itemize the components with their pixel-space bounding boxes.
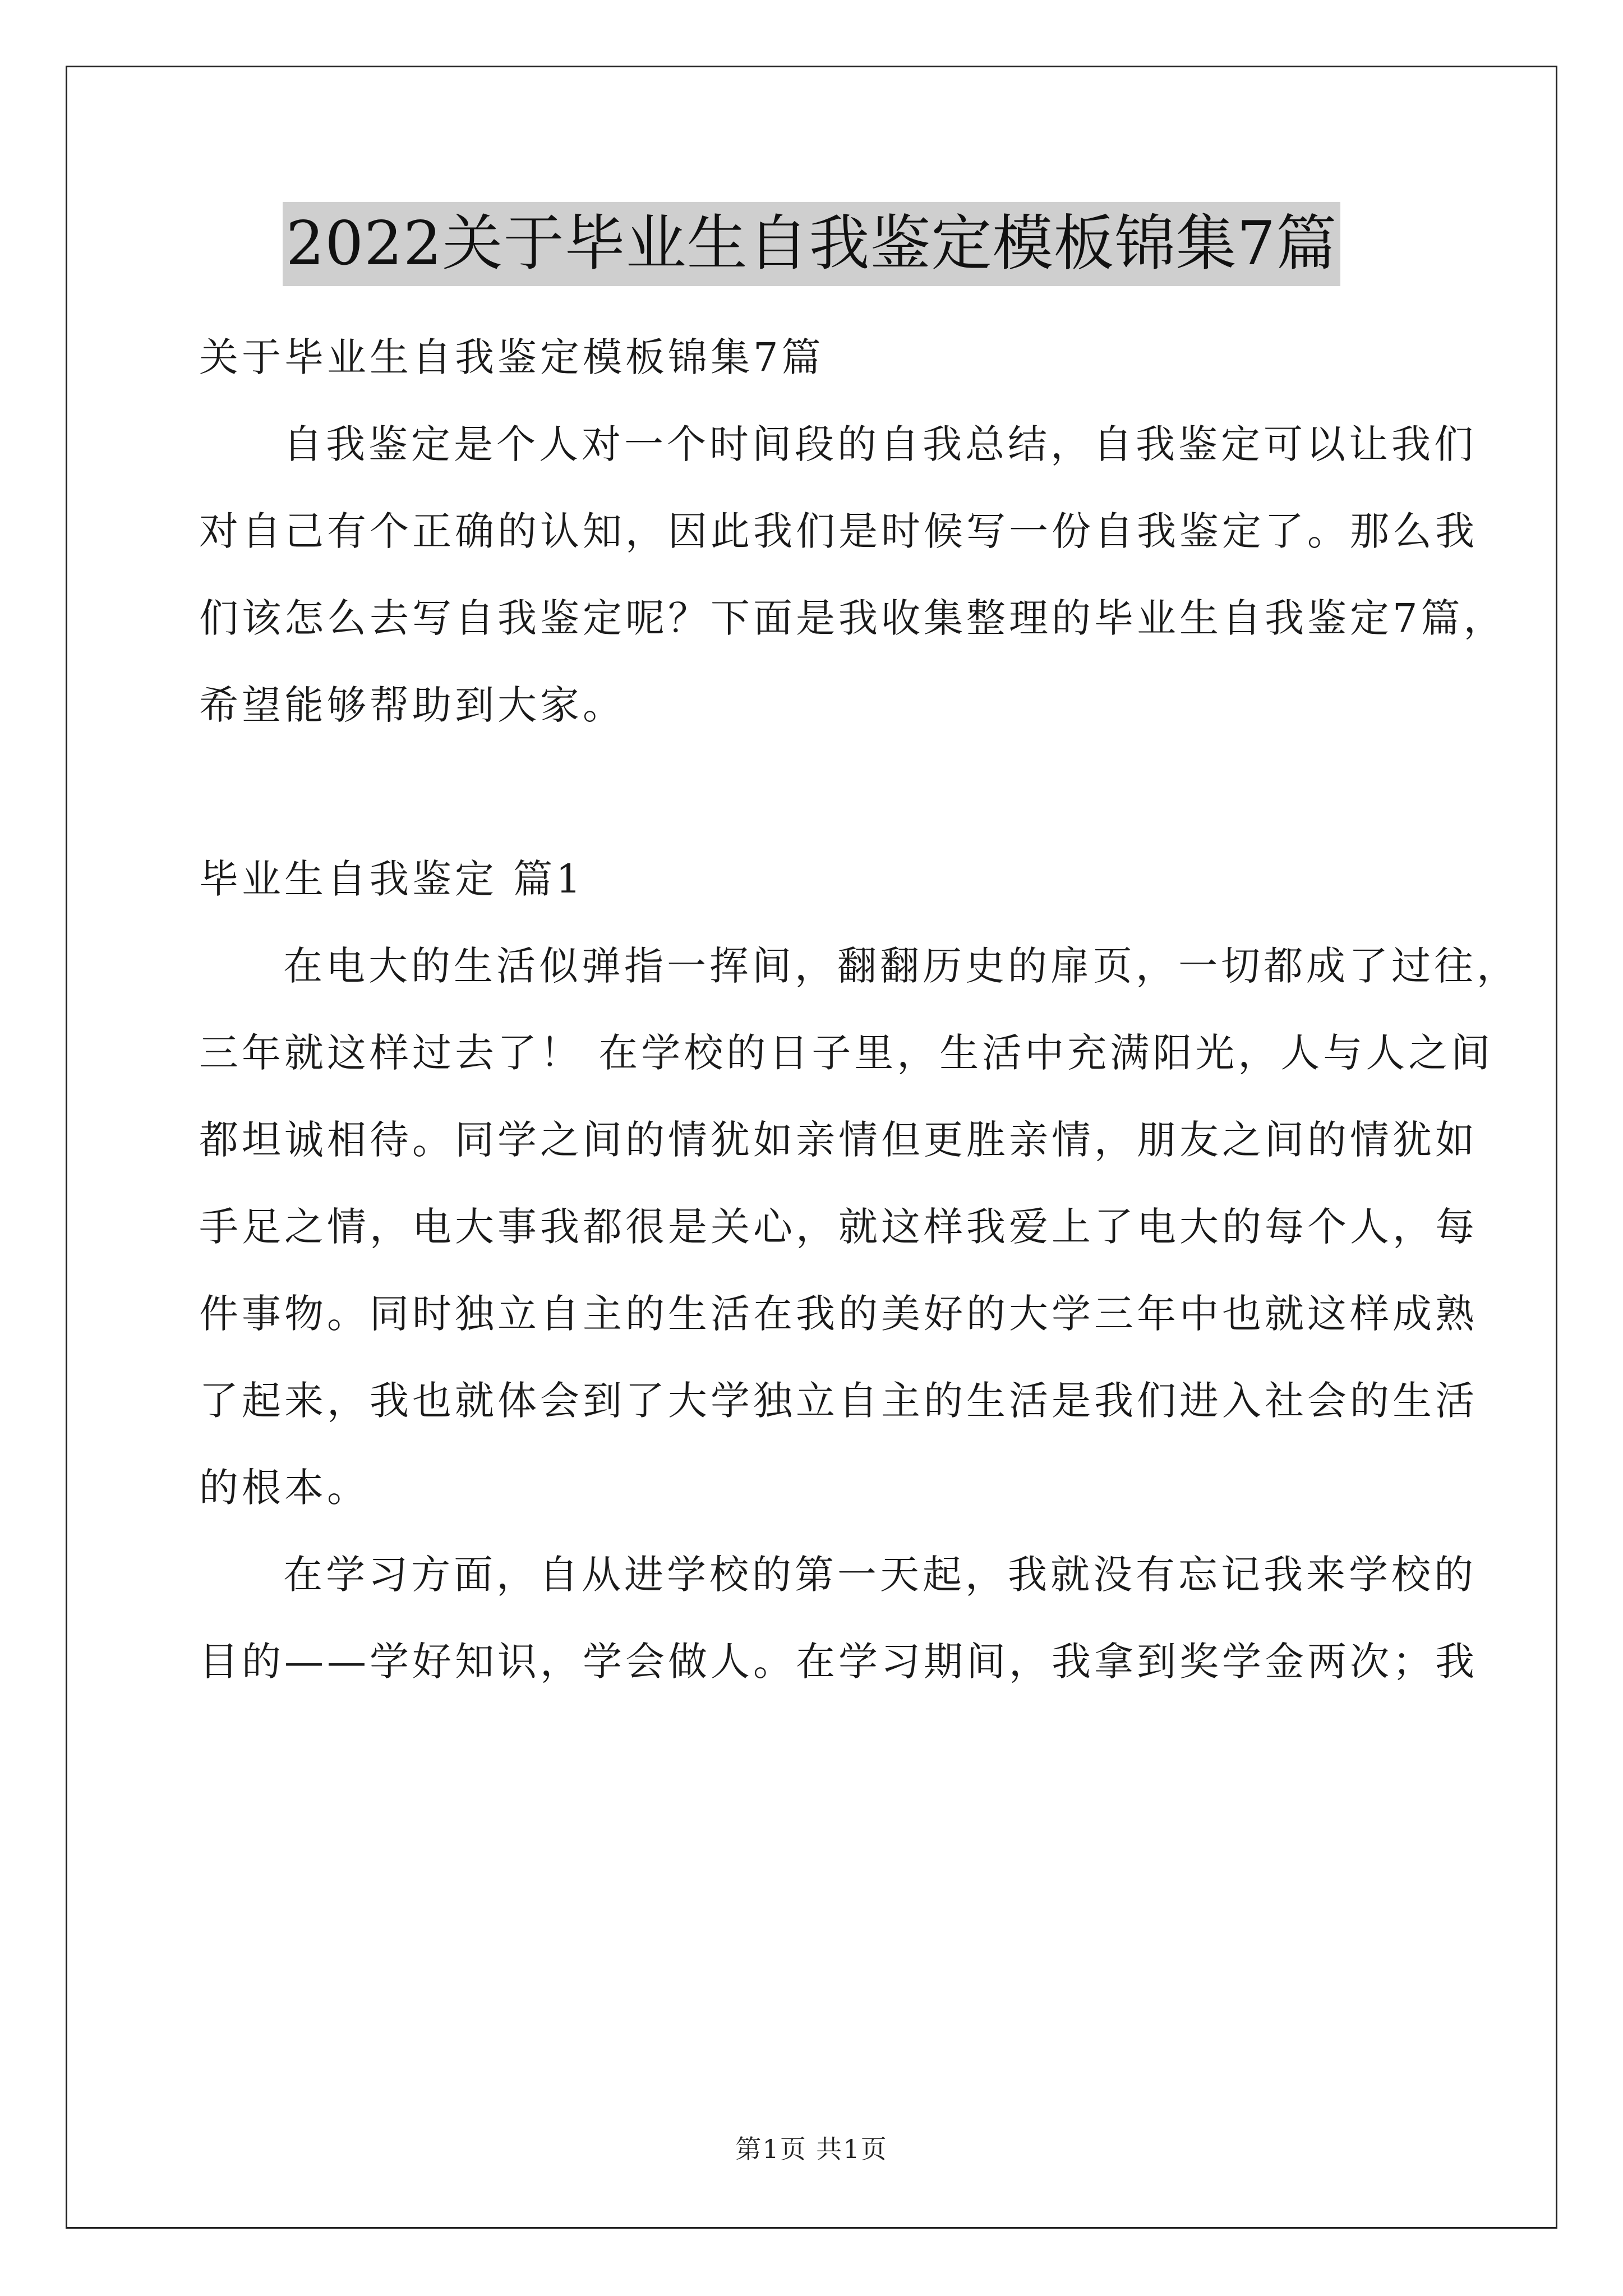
paragraph-line: 件事物。同时独立自主的生活在我的美好的大学三年中也就这样成熟 bbox=[199, 1291, 1478, 1337]
intro-line: 希望能够帮助到大家。 bbox=[199, 682, 625, 728]
page-footer: 第1页 共1页 bbox=[735, 2134, 888, 2164]
paragraph-line: 手足之情，电大事我都很是关心，就这样我爱上了电大的每个人，每 bbox=[199, 1204, 1478, 1250]
subtitle: 关于毕业生自我鉴定模板锦集7篇 bbox=[199, 334, 824, 380]
paragraph-line: 都坦诚相待。同学之间的情犹如亲情但更胜亲情，朋友之间的情犹如 bbox=[199, 1117, 1478, 1163]
document-body bbox=[199, 314, 1519, 1705]
paragraph-line: 在电大的生活似弹指一挥间，翻翻历史的扉页，一切都成了过往， bbox=[283, 943, 1519, 989]
intro-line: 们该怎么去写自我鉴定呢？下面是我收集整理的毕业生自我鉴定7篇， bbox=[199, 595, 1506, 641]
paragraph-line: 的根本。 bbox=[199, 1465, 370, 1511]
section-heading: 毕业生自我鉴定 篇1 bbox=[199, 856, 584, 902]
document-title: 2022关于毕业生自我鉴定模板锦集7篇 bbox=[283, 202, 1341, 286]
paragraph-line: 在学习方面，自从进学校的第一天起，我就没有忘记我来学校的 bbox=[283, 1552, 1477, 1598]
intro-line: 自我鉴定是个人对一个时间段的自我总结，自我鉴定可以让我们 bbox=[283, 421, 1477, 467]
paragraph-line: 了起来，我也就体会到了大学独立自主的生活是我们进入社会的生活 bbox=[199, 1378, 1478, 1424]
paragraph-line: 三年就这样过去了！ 在学校的日子里，生活中充满阳光，人与人之间 bbox=[199, 1030, 1494, 1076]
spacer bbox=[199, 749, 1461, 836]
title-container bbox=[0, 202, 1623, 286]
paragraph-line: 目的——学好知识，学会做人。在学习期间，我拿到奖学金两次；我 bbox=[199, 1639, 1478, 1685]
intro-line: 对自己有个正确的认知，因此我们是时候写一份自我鉴定了。那么我 bbox=[199, 508, 1478, 554]
